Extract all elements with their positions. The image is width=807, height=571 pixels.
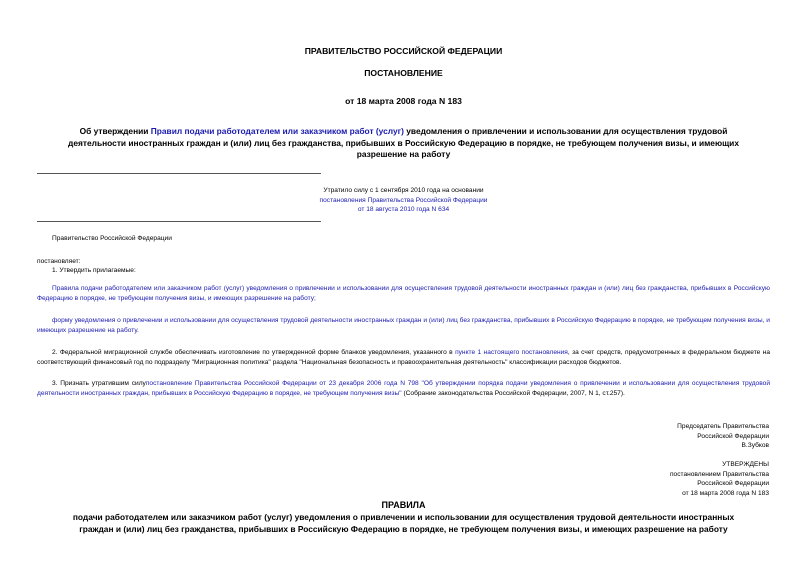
government-heading: ПРАВИТЕЛЬСТВО РОССИЙСКОЙ ФЕДЕРАЦИИ: [304, 46, 503, 56]
rules-subtitle-line-2: граждан и (или) лиц без гражданства, прибывших в Российскую Федерацию в порядке, не требующем получения визы, и имеющих разрешение на работу: [79, 523, 728, 534]
void-notice-line: Утратило силу с 1 сентября 2010 года на основании: [323, 187, 484, 194]
divider-top: [37, 173, 321, 174]
rules-link[interactable]: Правила подачи работодателем или заказчиком работ (услуг) уведомления о привлечении и использовании для осуществления трудовой деятельности иностранных граждан и (или) лиц без гражданства, прибывших в Российскую Федерацию в порядке, не требующем получения визы, и имеющих разрешение на работу;: [37, 285, 770, 302]
rules-title-link[interactable]: Правил подачи работодателем или заказчиком работ (услуг): [150, 126, 404, 136]
approved-date: от 18 марта 2008 года N 183: [682, 489, 769, 497]
signature-position: Председатель Правительства: [677, 423, 769, 430]
document-title: [0, 126, 807, 161]
approved-label: УТВЕРЖДЕНЫ: [722, 461, 769, 468]
repealed-resolution-link[interactable]: постановление Правительства Российской Федерации от 23 декабря 2006 года N 798 "Об утверждении порядка подачи уведомления о привлечении и использовании для осуществления трудовой деятельности иностранных граждан, прибывших в Российскую Федерацию в порядке, не требующем получения визы": [37, 380, 771, 397]
title-rest: уведомления о привлечении и использовании для осуществления трудовой: [403, 126, 728, 136]
item-1-reference-link[interactable]: пункте 1 настоящего постановления: [455, 349, 568, 356]
item-3-paragraph: [37, 379, 770, 398]
void-notice: [0, 186, 807, 215]
rules-subtitle-line-1: подачи работодателем или заказчиком работ (услуг) уведомления о привлечении и использовании для осуществления трудовой деятельности иностранных: [72, 512, 735, 522]
item-2-text-b: , за счет средств, предусмотренных в федеральном бюджете на соответствующий финансовый год по подразделу "Миграционная политика" раздела "Национальная безопасность и правоохранительная деятельность" классификации расходов бюджетов.: [37, 349, 770, 366]
form-paragraph: [37, 316, 770, 335]
void-resolution-date-link[interactable]: от 18 августа 2010 года N 634: [357, 206, 450, 214]
item-2-text-a: 2. Федеральной миграционной службе обеспечивать изготовление по утвержденной форме бланков уведомления, указанного в: [52, 349, 456, 356]
item-3-text-b: (Собрание законодательства Российской Федерации, 2007, N 1, ст.257).: [401, 389, 625, 397]
form-link[interactable]: форму уведомления о привлечении и использовании для осуществления трудовой деятельности иностранных граждан и (или) лиц без гражданства, прибывших в Российскую Федерацию в порядке, не требующем получения визы, и имеющих разрешение на работу.: [37, 317, 770, 334]
rules-heading: ПРАВИЛА: [381, 500, 426, 510]
document-type: ПОСТАНОВЛЕНИЕ: [364, 68, 443, 78]
signature-org: Российской Федерации: [697, 432, 769, 440]
approved-block: [670, 460, 769, 498]
divider-bottom: [37, 221, 321, 222]
government-rf: Правительство Российской Федерации: [52, 235, 172, 242]
title-line-3: разрешение на работу: [356, 149, 451, 159]
rules-subtitle: [0, 512, 807, 535]
signature-name: В.Зубков: [741, 442, 769, 450]
resolves-label: постановляет:: [37, 258, 81, 265]
item-1: 1. Утвердить прилагаемые:: [52, 267, 136, 274]
item-3-text-a: 3. Признать утратившим силу: [52, 380, 146, 387]
document-date-number: от 18 марта 2008 года N 183: [345, 96, 462, 106]
rules-paragraph: [37, 284, 770, 303]
title-line-2: деятельности иностранных граждан и (или) лиц без гражданства, прибывших в Российскую Федерацию в порядке, не требующем получения визы, и имеющих: [68, 137, 739, 148]
approved-by: постановлением Правительства: [669, 470, 769, 478]
item-2-paragraph: [37, 348, 770, 367]
signature-block: [677, 422, 769, 451]
void-resolution-link[interactable]: постановления Правительства Российской Федерации: [319, 196, 488, 204]
approved-org: Российской Федерации: [697, 480, 769, 488]
title-prefix: Об утверждении: [79, 126, 151, 136]
title-line-1: [0, 126, 807, 138]
